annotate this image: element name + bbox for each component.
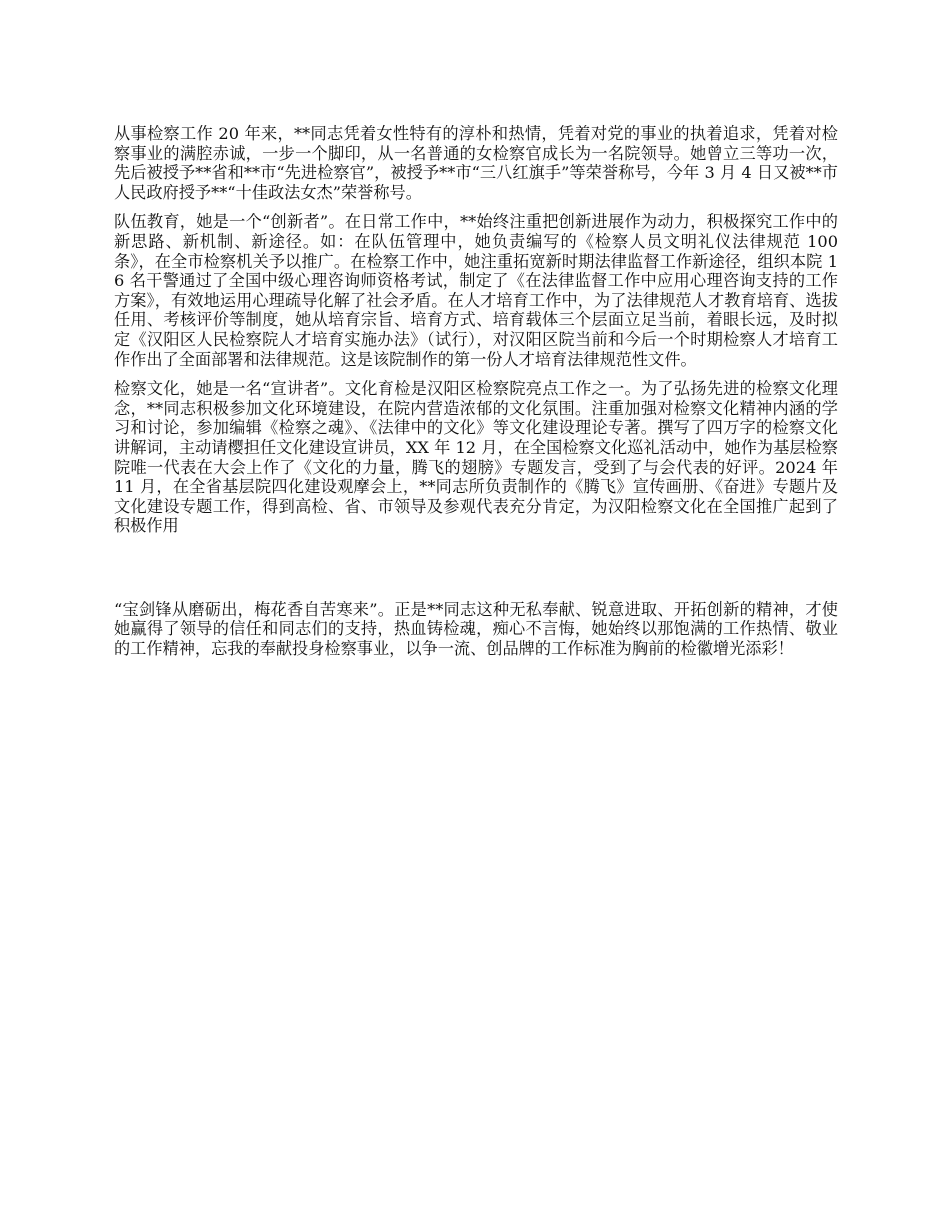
paragraph-gap bbox=[114, 536, 838, 600]
paragraph-team-education: 队伍教育，她是一个“创新者”。在日常工作中，**始终注重把创新进展作为动力，积极探究工作中的新思路、新机制、新途径。如：在队伍管理中，她负责编写的《检察人员文明礼仪法律规范 100 条》，在全市检察机关予以推广。在检察工作中，她注重拓宽新时期法律监督工作新途径，组织本院 16 名干警通过了全国中级心理咨询师资格考试，制定了《在法律监督工作中应用心理咨询支持的工作方案》，有效地运用心理疏导化解了社会矛盾。在人才培育工作中，为了法律规范人才教育培育、选拔任用、考核评价等制度，她从培育宗旨、培育方式、培育载体三个层面立足当前，着眼长远，及时拟定《汉阳区人民检察院人才培育实施办法》（试行），对汉阳区院当前和今后一个时期检察人才培育工作作出了全面部署和法律规范。这是该院制作的第一份人才培育法律规范性文件。 bbox=[114, 212, 838, 369]
document-body bbox=[114, 124, 838, 659]
paragraph-procuratorial-culture: 检察文化，她是一名“宣讲者”。文化育检是汉阳区检察院亮点工作之一。为了弘扬先进的检察文化理念，**同志积极参加文化环境建设，在院内营造浓郁的文化氛围。注重加强对检察文化精神内涵的学习和讨论，参加编辑《检察之魂》、《法律中的文化》等文化建设理论专著。撰写了四万字的检察文化讲解词，主动请樱担任文化建设宣讲员，XX 年 12 月，在全国检察文化巡礼活动中，她作为基层检察院唯一代表在大会上作了《文化的力量，腾飞的翅膀》专题发言，受到了与会代表的好评。2024 年 11 月，在全省基层院四化建设观摩会上，**同志所负责制作的《腾飞》宣传画册、《奋进》专题片及文化建设专题工作，得到高检、省、市领导及参观代表充分肯定，为汉阳检察文化在全国推广起到了积极作用 bbox=[114, 379, 838, 536]
paragraph-career-summary: 从事检察工作 20 年来，**同志凭着女性特有的淳朴和热情，凭着对党的事业的执着追求，凭着对检察事业的满腔赤诚，一步一个脚印，从一名普通的女检察官成长为一名院领导。她曾立三等功一次，先后被授予**省和**市“先进检察官”，被授予**市“三八红旗手”等荣誉称号，今年 3 月 4 日又被**市人民政府授予**“十佳政法女杰”荣誉称号。 bbox=[114, 124, 838, 202]
paragraph-conclusion: “宝剑锋从磨砺出，梅花香自苦寒来”。正是**同志这种无私奉献、锐意进取、开拓创新的精神，才使她赢得了领导的信任和同志们的支持，热血铸检魂，痴心不言悔，她始终以那饱满的工作热情、敬业的工作精神，忘我的奉献投身检察事业，以争一流、创品牌的工作标准为胸前的检徽增光添彩！ bbox=[114, 599, 838, 659]
